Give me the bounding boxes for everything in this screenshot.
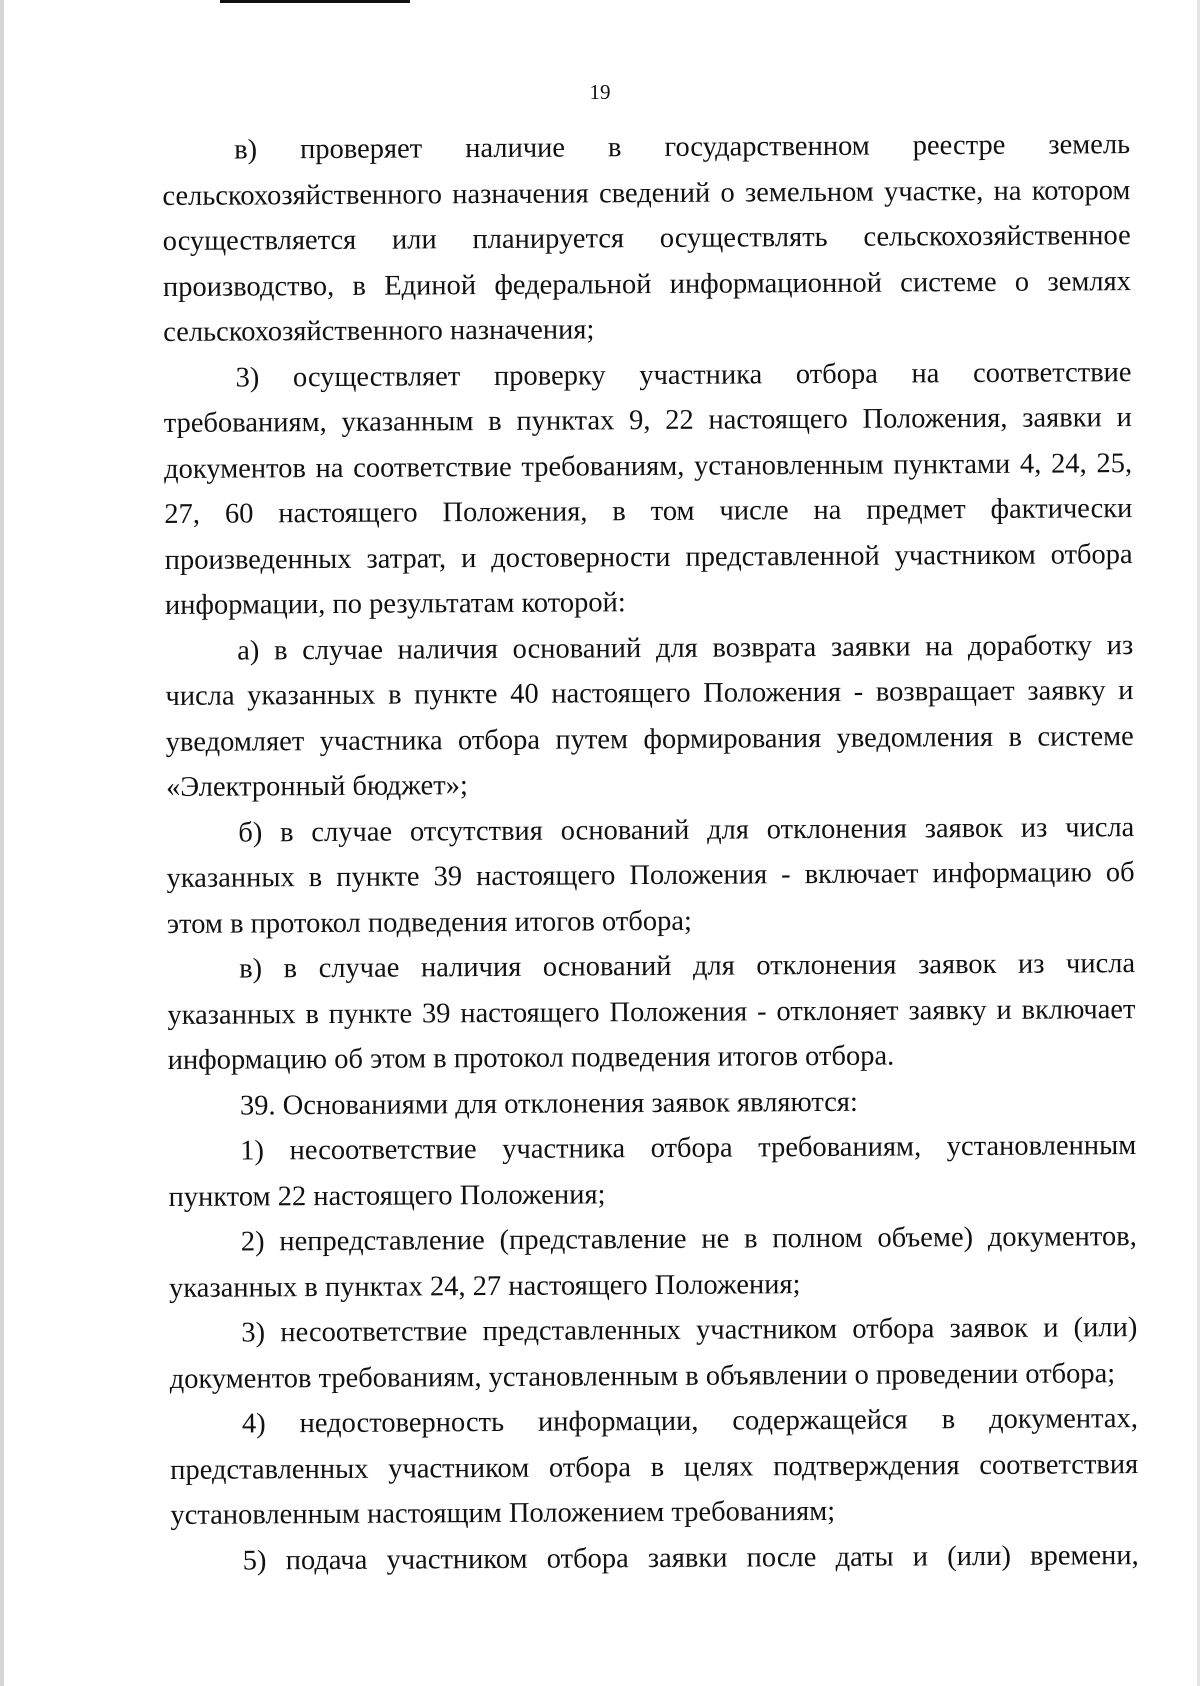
page-number: 19 — [589, 80, 611, 104]
paragraph-v-rejection: в) в случае наличия оснований для отклонения заявок из числа указанных в пункте 39 настоящего Положения - отклоняет заявку и включает информацию об этом в протокол подведения итогов отбора. — [167, 948, 1136, 1076]
paragraph-a-return: а) в случае наличия оснований для возврата заявки на доработку из числа указанных в пункте 40 настоящего Положения - возвращает заявку и уведомляет участника отбора путем формирования уведомления в системе «Электронный бюджет»; — [165, 629, 1134, 803]
paragraph-39-4: 4) недостоверность информации, содержащейся в документах, представленных участником отбора в целях подтверждения соответствия установленным настоящим Положением требованиям; — [170, 1403, 1139, 1531]
paragraph-39-5: 5) подача участником отбора заявки после даты и (или) времени, — [242, 1539, 1139, 1577]
scan-edge-left — [0, 0, 4, 1686]
paragraph-39-3: 3) несоответствие представленных участником отбора заявок и (или) документов требованиям, установленным в объявлении о проведении отбора; — [169, 1312, 1138, 1395]
top-rule — [220, 0, 410, 3]
paragraph-3-verification: 3) осуществляет проверку участника отбора на соответствие требованиям, указанным в пунктах 9, 22 настоящего Положения, заявки и документов на соответствие требованиям, установленным пунктами 4, 24, 25, 27, 60 настоящего Положения, в том числе на предмет фактически произведенных затрат, и достоверности представленной участником отбора информации, по результатам которой: — [163, 356, 1133, 621]
paragraph-v-check-registry: в) проверяет наличие в государственном реестре земель сельскохозяйственного назначения сведений о земельном участке, на котором осуществляется или планируется осуществлять сельскохозяйственное производство, в Единой федеральной информационной системе о землях сельскохозяйственного назначения; — [162, 129, 1132, 348]
paragraph-39-grounds: 39. Основаниями для отклонения заявок являются: — [239, 1086, 858, 1122]
paragraph-39-2: 2) непредставление (представление не в полном объеме) документов, указанных в пунктах 24, 27 настоящего Положения; — [168, 1221, 1137, 1304]
paragraph-39-1: 1) несоответствие участника отбора требованиям, установленным пунктом 22 настоящего Положения; — [168, 1130, 1137, 1213]
document-body — [162, 122, 1139, 1584]
paragraph-b-no-rejection: б) в случае отсутствия оснований для отклонения заявок из числа указанных в пункте 39 настоящего Положения - включает информацию об этом в протокол подведения итогов отбора; — [166, 811, 1135, 940]
